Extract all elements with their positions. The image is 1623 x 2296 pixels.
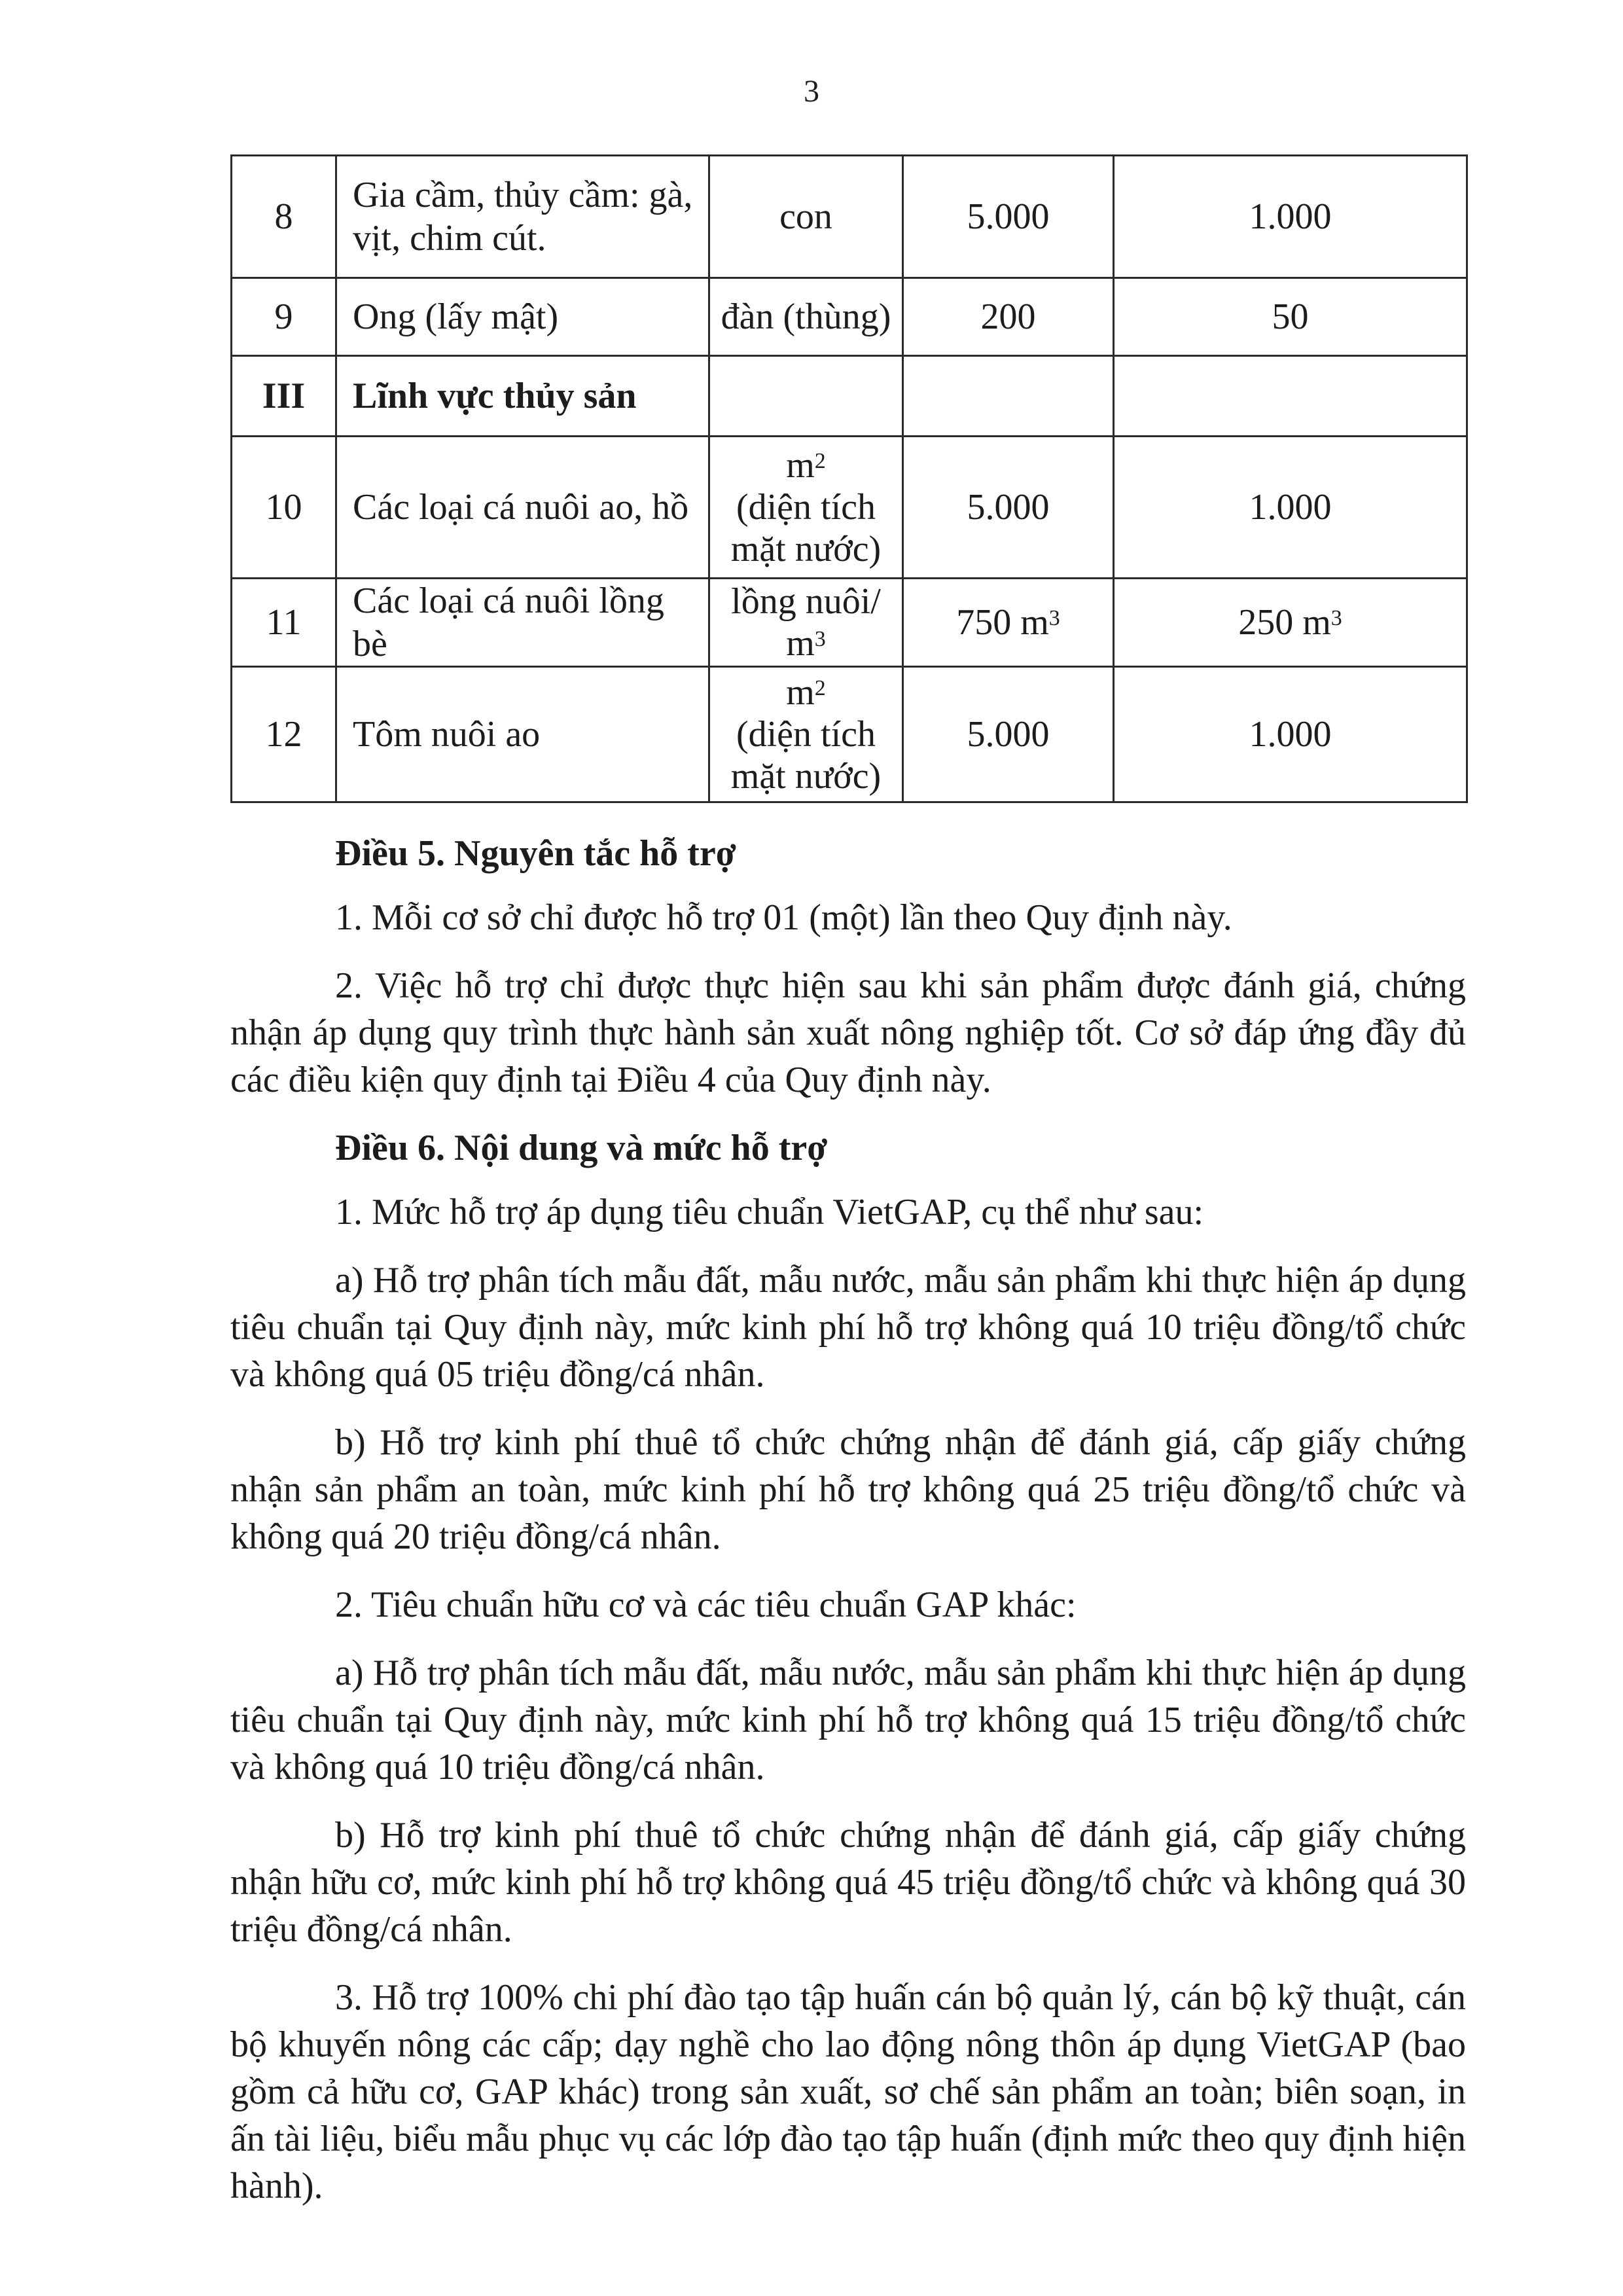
value-organization: 5.000 xyxy=(903,437,1114,579)
article-6-clause-1b: b) Hỗ trợ kinh phí thuê tổ chức chứng nhận để đánh giá, cấp giấy chứng nhận sản phẩm an toàn, mức kinh phí hỗ trợ không quá 25 triệu đồng/tổ chức và không quá 20 triệu đồng/cá nhân. xyxy=(230,1422,1466,1557)
item-name: Các loại cá nuôi ao, hồ xyxy=(336,437,709,579)
item-name: Ong (lấy mật) xyxy=(336,278,709,356)
row-number: 10 xyxy=(232,437,336,579)
value-individual: 1.000 xyxy=(1114,667,1467,802)
section-number: III xyxy=(232,356,336,437)
item-unit xyxy=(709,667,903,802)
item-name: Tôm nuôi ao xyxy=(336,667,709,802)
value-individual xyxy=(1114,579,1467,667)
item-unit xyxy=(709,579,903,667)
row-number: 11 xyxy=(232,579,336,667)
item-unit: đàn (thùng) xyxy=(709,278,903,356)
article-6-clause-2: 2. Tiêu chuẩn hữu cơ và các tiêu chuẩn GAP khác: xyxy=(335,1585,1077,1625)
value-organization xyxy=(903,356,1114,437)
regulation-body xyxy=(230,830,1466,2231)
item-unit xyxy=(709,437,903,579)
table-row xyxy=(232,437,1467,579)
row-number: 9 xyxy=(232,278,336,356)
article-5-clause-2: 2. Việc hỗ trợ chỉ được thực hiện sau khi sản phẩm được đánh giá, chứng nhận áp dụng quy trình thực hành sản xuất nông nghiệp tốt. Cơ sở đáp ứng đầy đủ các điều kiện quy định tại Điều 4 của Quy định này. xyxy=(230,965,1466,1100)
article-6-clause-3: 3. Hỗ trợ 100% chi phí đào tạo tập huấn cán bộ quản lý, cán bộ kỹ thuật, cán bộ khuyến nông các cấp; dạy nghề cho lao động nông thôn áp dụng VietGAP (bao gồm cả hữu cơ, GAP khác) trong sản xuất, sơ chế sản phẩm an toàn; biên soạn, in ấn tài liệu, biểu mẫu phục vụ các lớp đào tạo tập huấn (định mức theo quy định hiện hành). xyxy=(230,1977,1466,2206)
table-row xyxy=(232,579,1467,667)
table-row xyxy=(232,278,1467,356)
unit-base: m xyxy=(786,444,815,486)
value-organization: 200 xyxy=(903,278,1114,356)
article-6-clause-2b: b) Hỗ trợ kinh phí thuê tổ chức chứng nhận để đánh giá, cấp giấy chứng nhận hữu cơ, mức kinh phí hỗ trợ không quá 45 triệu đồng/tổ chức và không quá 30 triệu đồng/cá nhân. xyxy=(230,1815,1466,1950)
table-row xyxy=(232,156,1467,278)
value-organization: 5.000 xyxy=(903,156,1114,278)
item-name: Các loại cá nuôi lồng bè xyxy=(336,579,709,667)
item-name: Gia cầm, thủy cầm: gà, vịt, chim cút. xyxy=(336,156,709,278)
value-individual: 1.000 xyxy=(1114,156,1467,278)
row-number: 12 xyxy=(232,667,336,802)
value-individual: 50 xyxy=(1114,278,1467,356)
value-individual xyxy=(1114,356,1467,437)
value-individual: 1.000 xyxy=(1114,437,1467,579)
value-base: 250 m xyxy=(1238,602,1331,643)
article-6-clause-2a: a) Hỗ trợ phân tích mẫu đất, mẫu nước, mẫu sản phẩm khi thực hiện áp dụng tiêu chuẩn tại Quy định này, mức kinh phí hỗ trợ không quá 15 triệu đồng/tổ chức và không quá 10 triệu đồng/cá nhân. xyxy=(230,1653,1466,1787)
page-number: 3 xyxy=(804,74,819,109)
unit-superscript: 3 xyxy=(814,626,826,651)
article-6-clause-1: 1. Mức hỗ trợ áp dụng tiêu chuẩn VietGAP, cụ thể như sau: xyxy=(335,1192,1204,1232)
support-quota-table xyxy=(230,154,1468,803)
table-row xyxy=(232,667,1467,802)
article-6-heading: Điều 6. Nội dung và mức hỗ trợ xyxy=(335,1128,828,1168)
row-number: 8 xyxy=(232,156,336,278)
item-unit xyxy=(709,356,903,437)
unit-base: m xyxy=(786,672,815,713)
unit-superscript: 2 xyxy=(814,675,826,700)
item-unit: con xyxy=(709,156,903,278)
value-superscript: 3 xyxy=(1330,606,1342,630)
unit-superscript: 2 xyxy=(814,448,826,473)
unit-base: m xyxy=(786,622,815,664)
unit-description: (diện tích mặt nước) xyxy=(730,486,882,569)
value-organization: 5.000 xyxy=(903,667,1114,802)
section-row xyxy=(232,356,1467,437)
section-title: Lĩnh vực thủy sản xyxy=(336,356,709,437)
unit-prefix: lồng nuôi/ xyxy=(731,581,881,622)
value-base: 750 m xyxy=(956,602,1049,643)
unit-description: (diện tích mặt nước) xyxy=(730,713,882,797)
value-organization xyxy=(903,579,1114,667)
article-6-clause-1a: a) Hỗ trợ phân tích mẫu đất, mẫu nước, mẫu sản phẩm khi thực hiện áp dụng tiêu chuẩn tại Quy định này, mức kinh phí hỗ trợ không quá 10 triệu đồng/tổ chức và không quá 05 triệu đồng/cá nhân. xyxy=(230,1260,1466,1395)
value-superscript: 3 xyxy=(1048,606,1060,630)
article-5-clause-1: 1. Mỗi cơ sở chỉ được hỗ trợ 01 (một) lần theo Quy định này. xyxy=(335,897,1232,938)
article-5-heading: Điều 5. Nguyên tắc hỗ trợ xyxy=(335,833,736,874)
